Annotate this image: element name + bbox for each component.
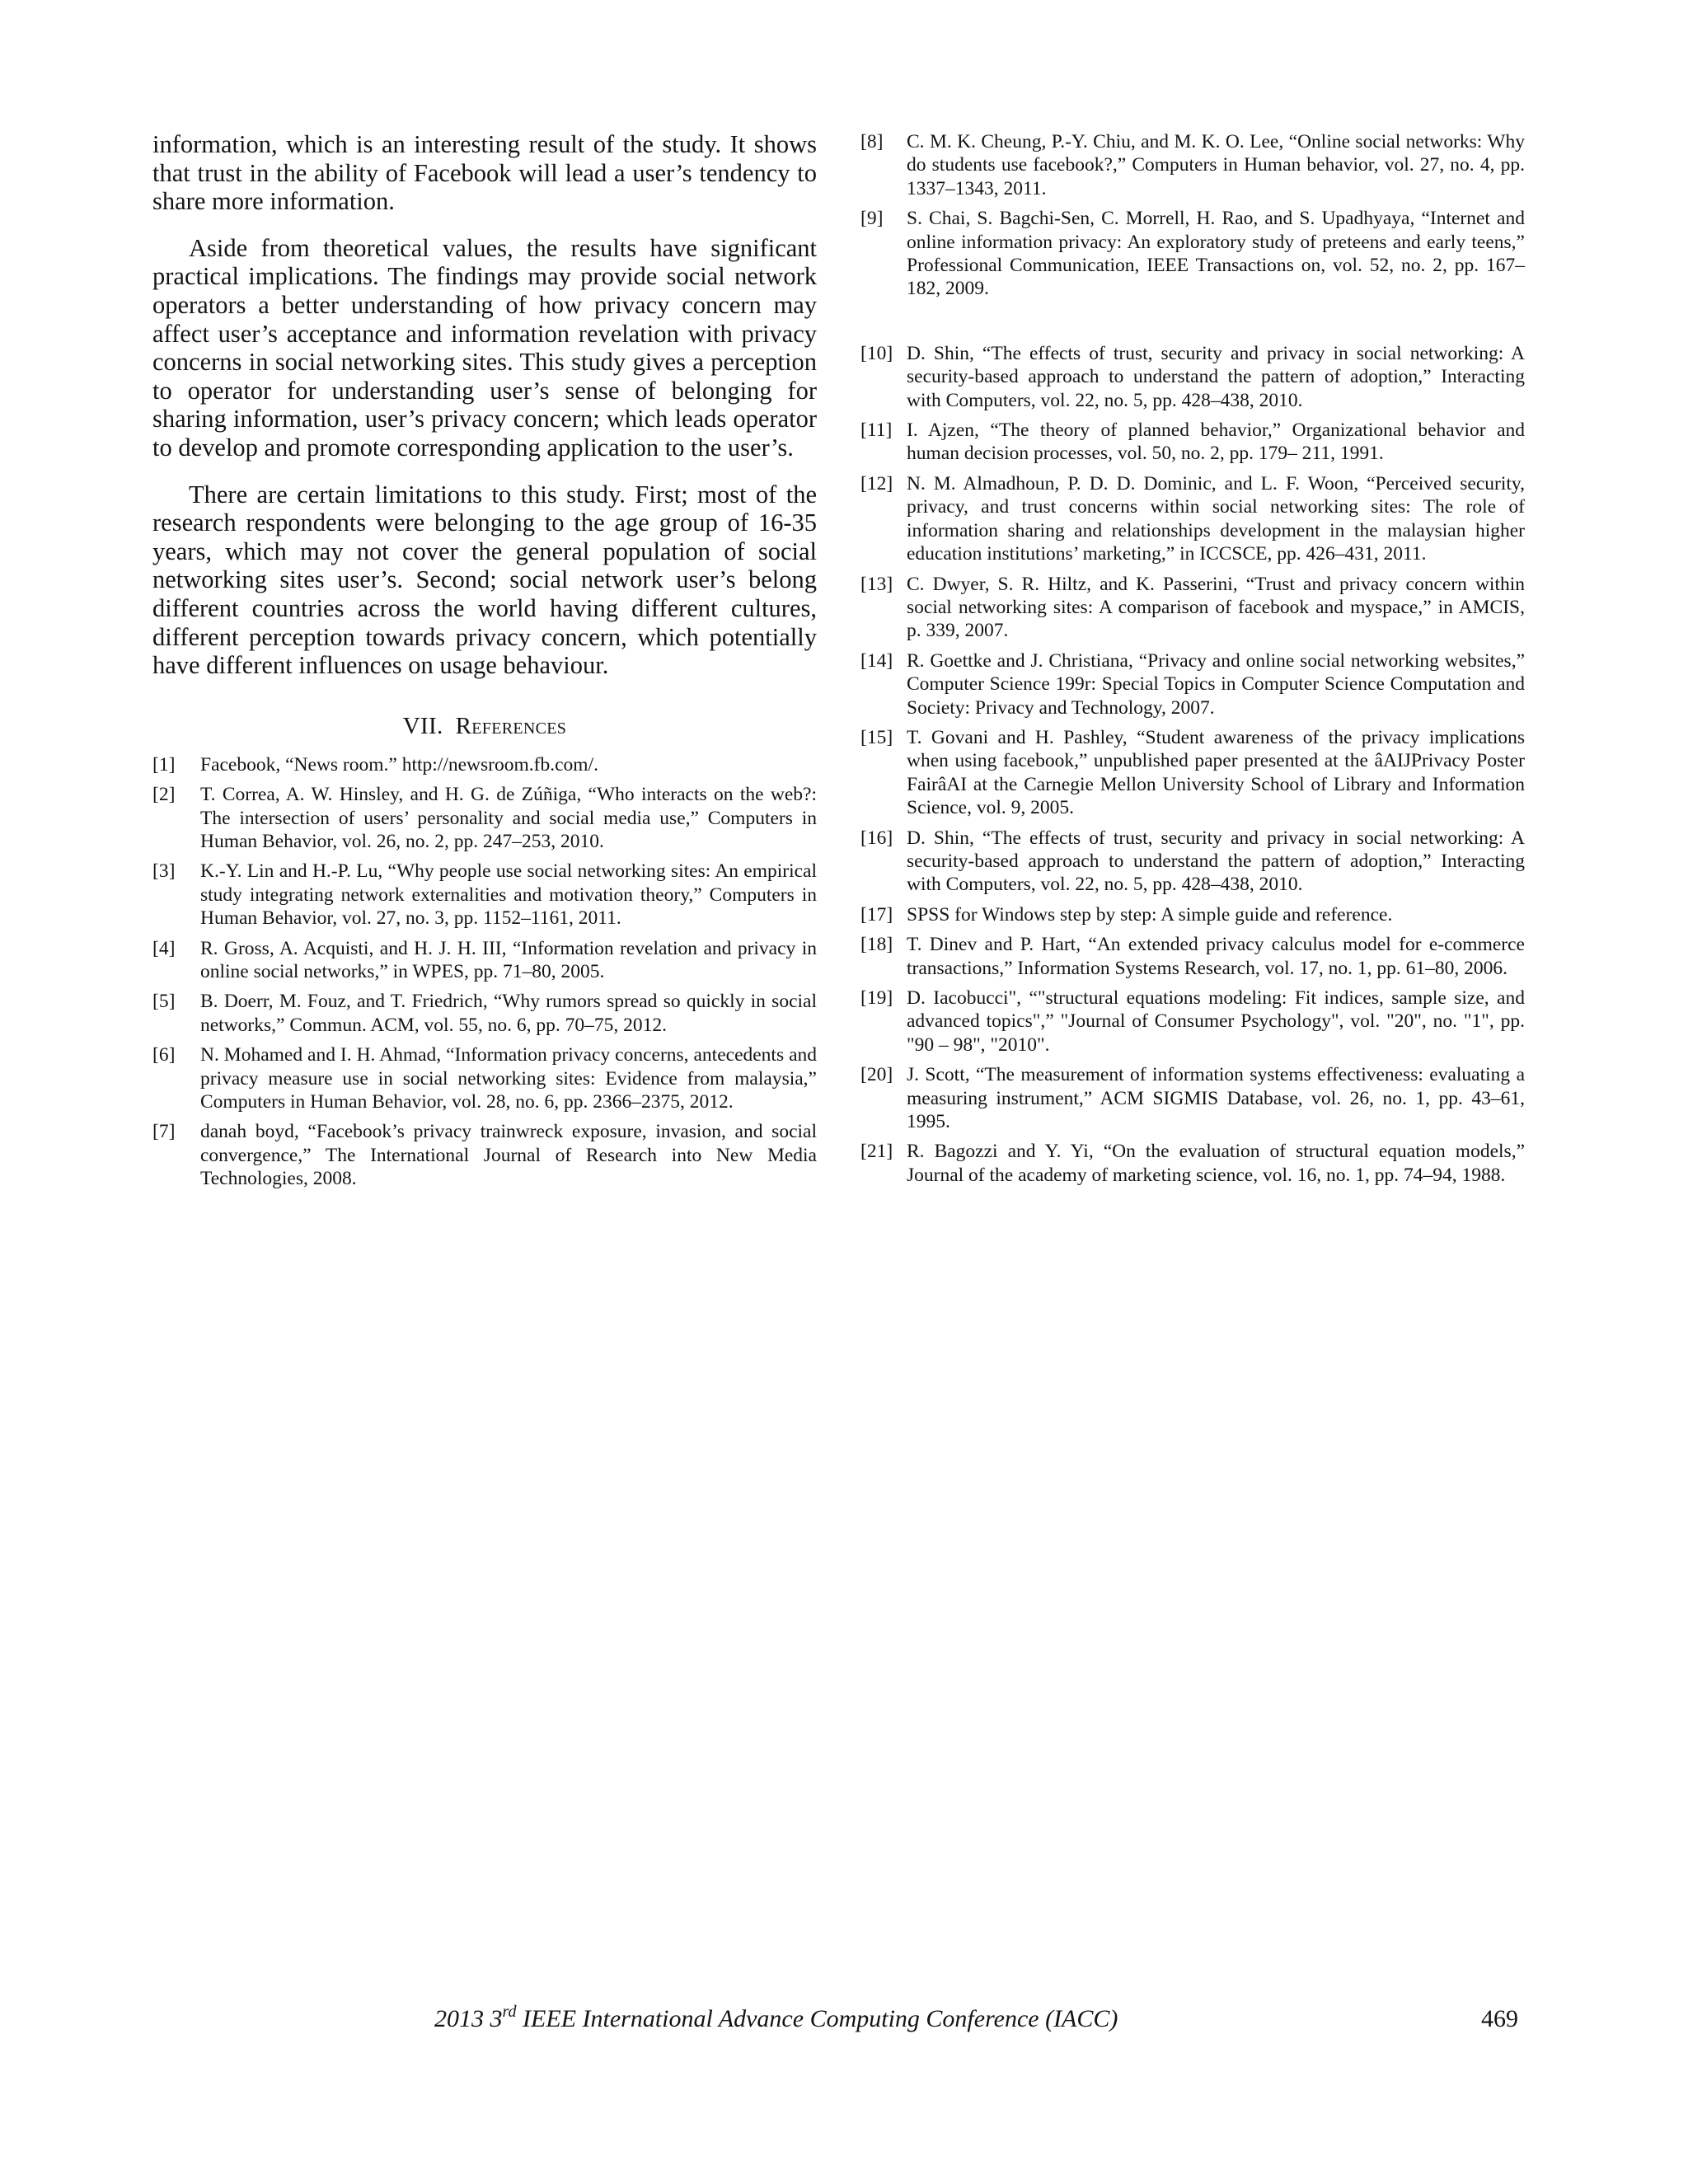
reference-number: [18] <box>860 934 893 956</box>
reference-text: J. Scott, “The measurement of information systems effectiveness: evaluating a measuring instrument,” ACM SIGMIS Database, vol. 26, no. 1, pp. 43–61, 1995. <box>907 1064 1525 1133</box>
reference-spacer <box>860 307 1525 342</box>
reference-number: [3] <box>152 860 176 883</box>
reference-number: [4] <box>152 937 176 959</box>
body-paragraph: Aside from theoretical values, the results have significant practical implications. The findings may provide social network operators a better understanding of how privacy concern may affect user’s acceptance and information revelation with privacy concerns in social networking sites. This study gives a perception to operator for understanding user’s sense of belonging for sharing information, user’s privacy concern; which leads operator to develop and promote corresponding application to the user’s. <box>152 233 817 462</box>
reference-item <box>860 130 1525 200</box>
reference-text: B. Doerr, M. Fouz, and T. Friedrich, “Why rumors spread so quickly in social networks,” Commun. ACM, vol. 55, no. 6, pp. 70–75, 2012. <box>200 991 817 1036</box>
reference-item <box>152 1120 817 1190</box>
reference-list-left <box>152 753 817 1191</box>
reference-text: danah boyd, “Facebook’s privacy trainwreck exposure, invasion, and social convergence,” The International Journal of Research into New Media Technologies, 2008. <box>200 1121 817 1190</box>
reference-text: D. Shin, “The effects of trust, security and privacy in social networking: A security-based approach to understand the pattern of adoption,” Interacting with Computers, vol. 22, no. 5, pp. 428–438, 2010. <box>907 827 1525 896</box>
section-number: VII. <box>402 712 443 739</box>
page-number: 469 <box>1481 2005 1518 2032</box>
footer-superscript: rd <box>502 2003 517 2021</box>
reference-text: Facebook, “News room.” http://newsroom.fb.com/. <box>200 753 598 776</box>
reference-number: [6] <box>152 1044 176 1066</box>
right-column <box>860 130 1525 1193</box>
reference-item <box>860 472 1525 566</box>
reference-item <box>860 342 1525 412</box>
reference-item <box>860 573 1525 643</box>
reference-text: R. Gross, A. Acquisti, and H. J. H. III, “Information revelation and privacy in online social networks,” in WPES, pp. 71–80, 2005. <box>200 937 817 982</box>
footer-conference: IEEE International Advance Computing Conference (IACC) <box>516 2005 1118 2032</box>
reference-text: N. Mohamed and I. H. Ahmad, “Information privacy concerns, antecedents and privacy measure use in social networking sites: Evidence from malaysia,” Computers in Human Behavior, vol. 28, no. 6, pp. 2366–2375, 2012. <box>200 1044 817 1113</box>
reference-text: T. Govani and H. Pashley, “Student awareness of the privacy implications when using facebook,” unpublished paper presented at the âAIJPrivacy Poster FairâAI at the Carnegie Mellon University School of Library and Information Science, vol. 9, 2005. <box>907 726 1525 819</box>
page-footer <box>434 2005 1118 2033</box>
reference-number: [19] <box>860 987 893 1009</box>
body-paragraph: There are certain limitations to this study. First; most of the research respondents were belonging to the age group of 16-35 years, which may not cover the general population of social networking sites user’s. Second; social network user’s belong different countries across the world having different cultures, different perception towards privacy concern, which potentially have different influences on usage behaviour. <box>152 480 817 680</box>
reference-number: [7] <box>152 1121 176 1143</box>
reference-item <box>860 827 1525 897</box>
reference-item <box>152 753 817 776</box>
reference-number: [21] <box>860 1141 893 1163</box>
reference-item <box>860 419 1525 466</box>
reference-item <box>860 649 1525 719</box>
reference-number: [13] <box>860 573 893 595</box>
reference-item <box>860 207 1525 301</box>
reference-item <box>152 990 817 1037</box>
reference-number: [5] <box>152 991 176 1013</box>
reference-text: R. Goettke and J. Christiana, “Privacy and online social networking websites,” Computer Science 199r: Special Topics in Computer Science Computation and Society: Privacy and Technology, 2007. <box>907 649 1525 719</box>
reference-text: I. Ajzen, “The theory of planned behavior,” Organizational behavior and human decision processes, vol. 50, no. 2, pp. 179– 211, 1991. <box>907 419 1525 465</box>
reference-text: C. Dwyer, S. R. Hiltz, and K. Passerini, “Trust and privacy concern within social networking sites: A comparison of facebook and myspace,” in AMCIS, p. 339, 2007. <box>907 573 1525 642</box>
reference-item <box>152 860 817 930</box>
section-heading-references <box>152 713 817 740</box>
reference-number: [16] <box>860 827 893 849</box>
reference-text: T. Correa, A. W. Hinsley, and H. G. de Zúñiga, “Who interacts on the web?: The intersection of users’ personality and social media use,” Computers in Human Behavior, vol. 26, no. 2, pp. 247–253, 2010. <box>200 784 817 852</box>
reference-text: D. Shin, “The effects of trust, security and privacy in social networking: A security-based approach to understand the pattern of adoption,” Interacting with Computers, vol. 22, no. 5, pp. 428–438, 2010. <box>907 342 1525 411</box>
reference-number: [1] <box>152 753 176 776</box>
reference-number: [20] <box>860 1064 893 1086</box>
reference-item <box>860 1140 1525 1187</box>
reference-text: R. Bagozzi and Y. Yi, “On the evaluation of structural equation models,” Journal of the academy of marketing science, vol. 16, no. 1, pp. 74–94, 1988. <box>907 1141 1525 1186</box>
reference-text: D. Iacobucci", “"structural equations modeling: Fit indices, sample size, and advanced topics",” "Journal of Consumer Psychology", vol. "20", no. "1", pp. "90 – 98", "2010". <box>907 987 1525 1056</box>
reference-text: N. M. Almadhoun, P. D. D. Dominic, and L. F. Woon, “Perceived security, privacy, and trust concerns within social networking sites: The role of information sharing and relationships development in the malaysian higher education institutions’ marketing,” in ICCSCE, pp. 426–431, 2011. <box>907 472 1525 565</box>
reference-item <box>152 783 817 853</box>
reference-number: [9] <box>860 208 884 230</box>
reference-text: SPSS for Windows step by step: A simple guide and reference. <box>907 903 1393 926</box>
reference-item <box>860 933 1525 980</box>
body-paragraph: information, which is an interesting result of the study. It shows that trust in the ability of Facebook will lead a user’s tendency to share more information. <box>152 130 817 216</box>
reference-item <box>860 726 1525 820</box>
reference-number: [2] <box>152 784 176 806</box>
left-column <box>152 130 817 1197</box>
reference-item <box>860 1063 1525 1133</box>
reference-item <box>152 1043 817 1113</box>
reference-text: C. M. K. Cheung, P.-Y. Chiu, and M. K. O. Lee, “Online social networks: Why do students use facebook?,” Computers in Human behavior, vol. 27, no. 4, pp. 1337–1343, 2011. <box>907 131 1525 199</box>
reference-text: K.-Y. Lin and H.-P. Lu, “Why people use social networking sites: An empirical study integrating network externalities and motivation theory,” Computers in Human Behavior, vol. 27, no. 3, pp. 1152–1161, 2011. <box>200 860 817 930</box>
reference-number: [11] <box>860 419 893 442</box>
reference-number: [10] <box>860 342 893 364</box>
reference-list-right <box>860 130 1525 1187</box>
reference-number: [8] <box>860 131 884 152</box>
reference-text: S. Chai, S. Bagchi-Sen, C. Morrell, H. Rao, and S. Upadhyaya, “Internet and online information privacy: An exploratory study of preteens and early teens,” Professional Communication, IEEE Transactions on, vol. 52, no. 2, pp. 167–182, 2009. <box>907 208 1525 300</box>
reference-number: [12] <box>860 472 893 494</box>
reference-number: [15] <box>860 726 893 748</box>
reference-item <box>860 903 1525 926</box>
footer-year: 2013 3 <box>434 2005 503 2032</box>
reference-number: [14] <box>860 649 893 672</box>
reference-item <box>152 937 817 984</box>
reference-text: T. Dinev and P. Hart, “An extended privacy calculus model for e-commerce transactions,” Information Systems Research, vol. 17, no. 1, pp. 61–80, 2006. <box>907 934 1525 979</box>
reference-number: [17] <box>860 903 893 926</box>
section-title: References <box>455 712 567 739</box>
reference-item <box>860 987 1525 1057</box>
